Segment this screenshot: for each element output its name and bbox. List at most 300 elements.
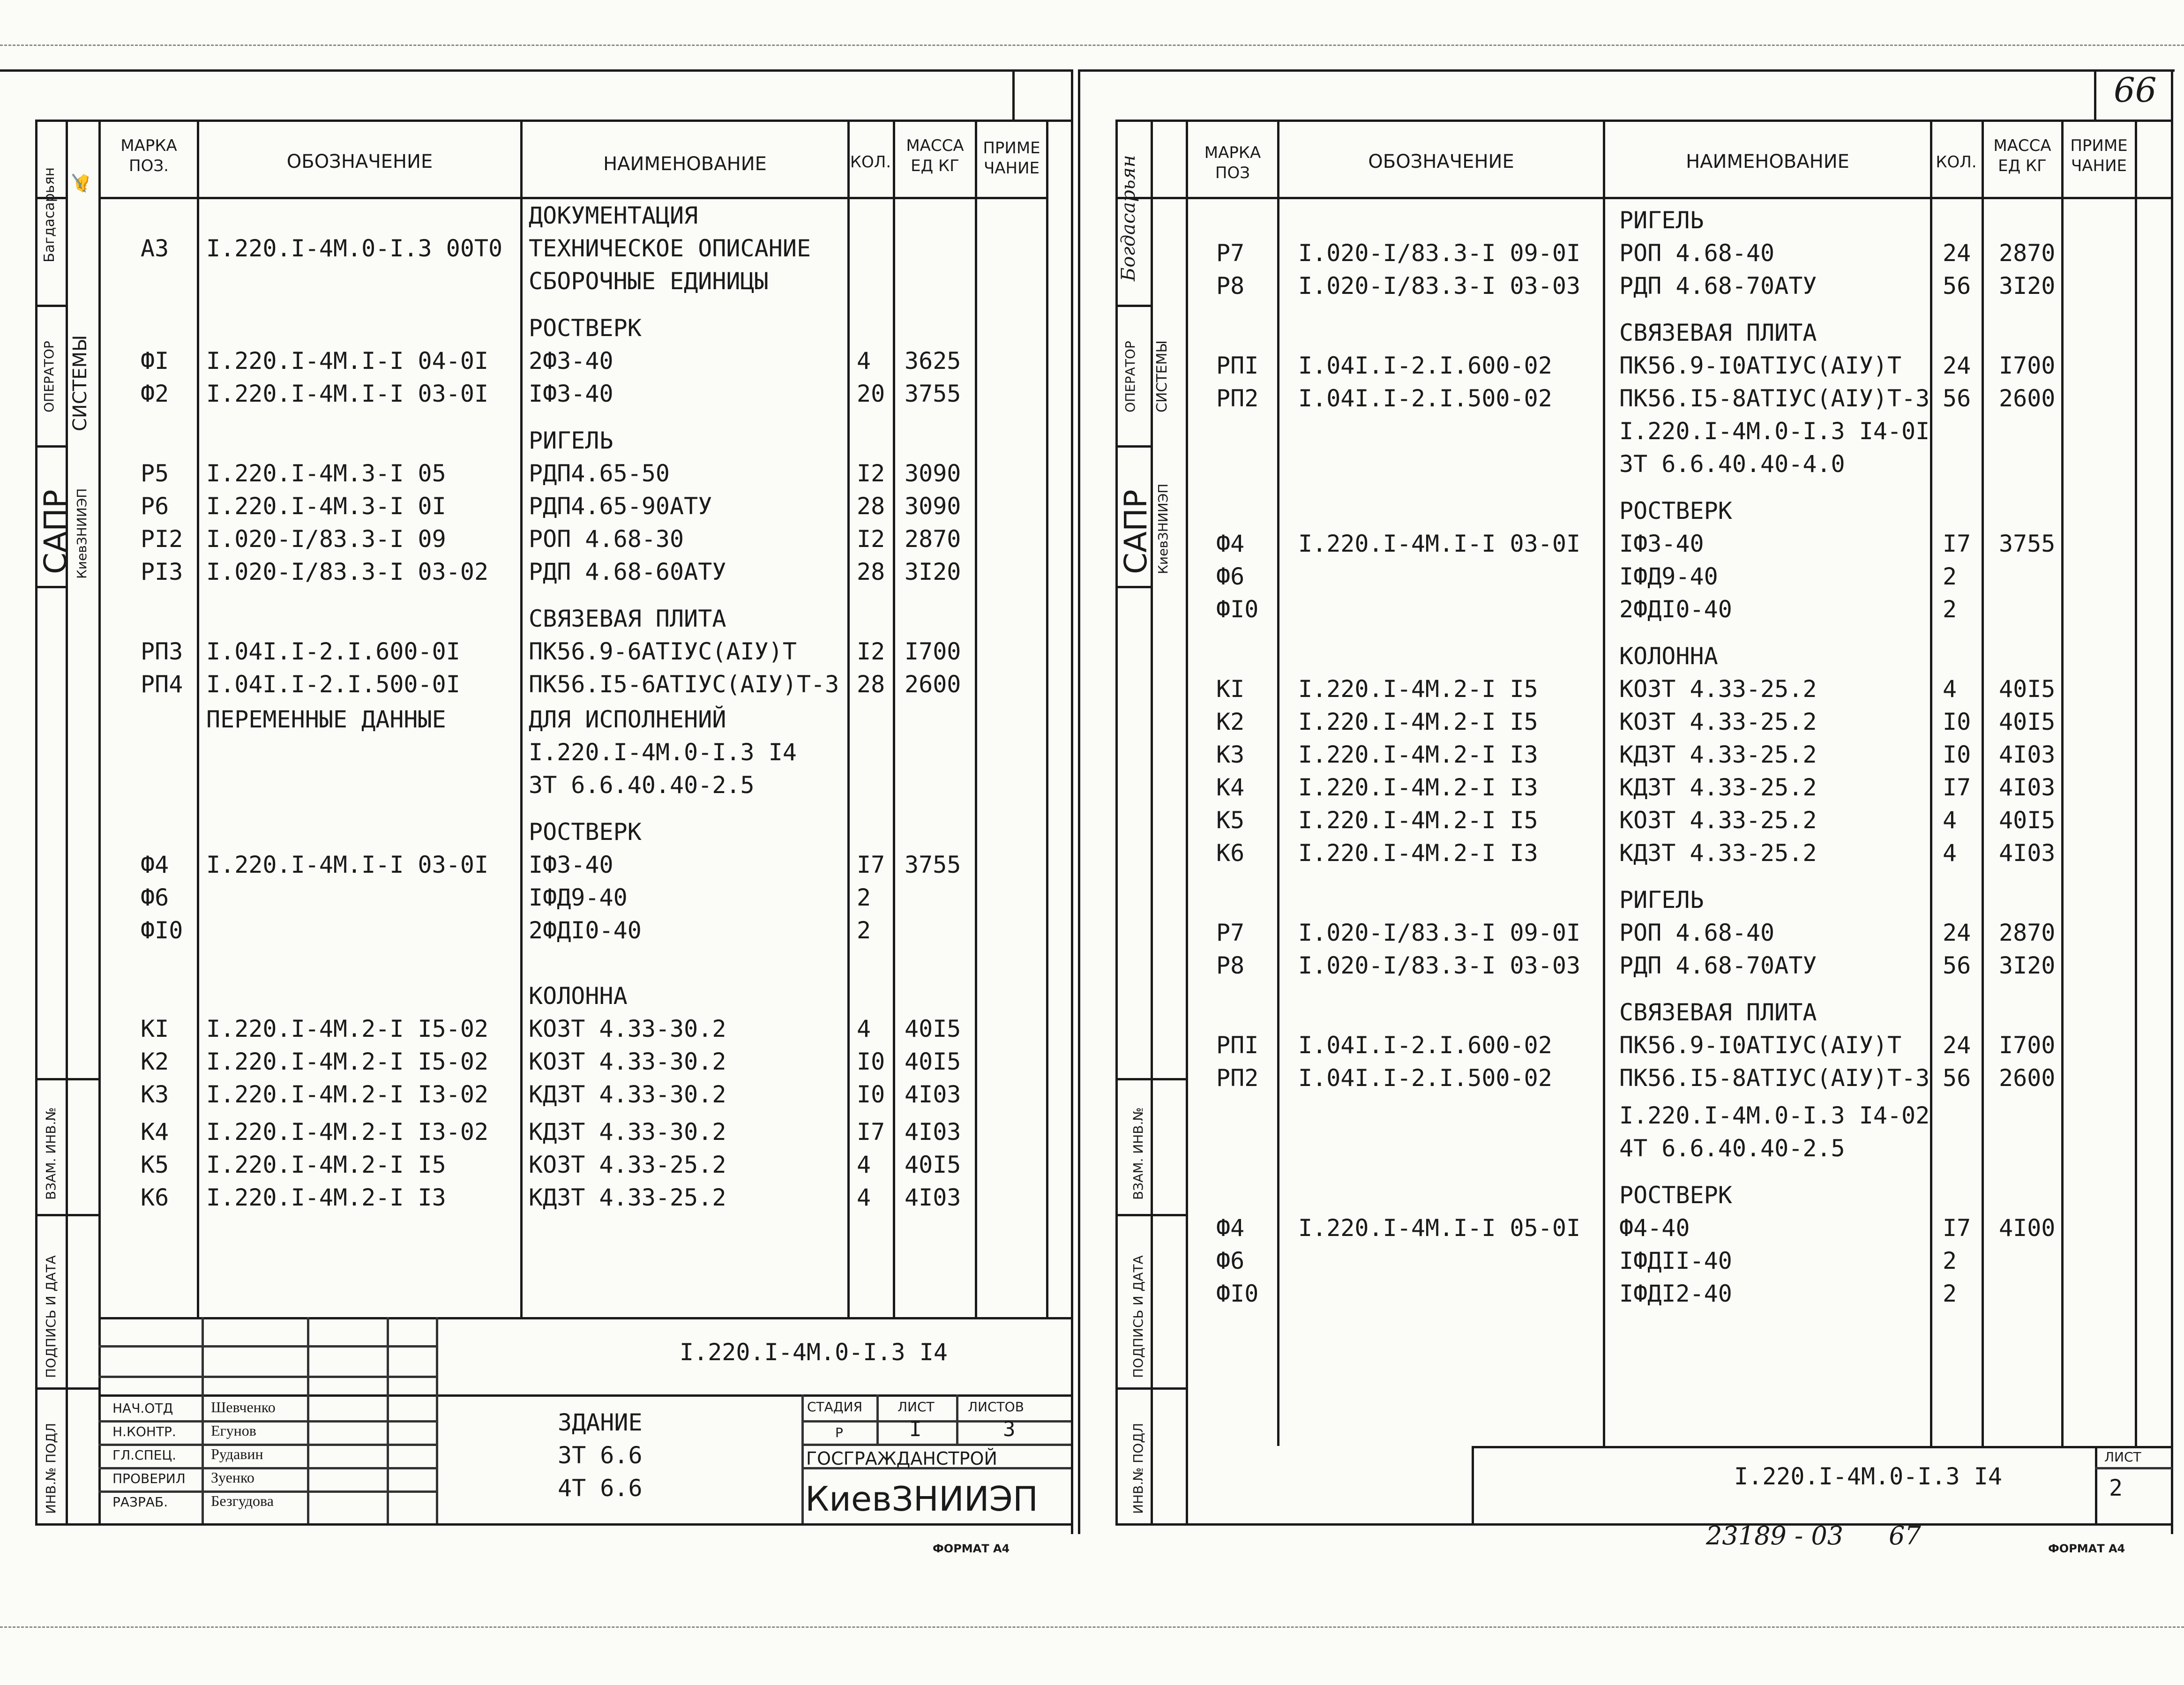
left-col-sep xyxy=(893,120,895,1317)
spec-cell-oboz: I.020-I/83.3-I 09 xyxy=(206,525,446,553)
strip-divider xyxy=(1115,1214,1186,1216)
spec-cell-naim: КОЗТ 4.33-25.2 xyxy=(1619,708,1817,735)
spec-cell-massa: I700 xyxy=(1999,352,2056,379)
right-header-top xyxy=(1115,120,2172,122)
spec-cell-kol: 4 xyxy=(857,1015,871,1042)
spec-cell-naim: КОЗТ 4.33-30.2 xyxy=(529,1048,726,1075)
spec-cell-naim: ПК56.9-6АТIУС(АIУ)Т xyxy=(529,638,797,665)
spec-cell-kol: I0 xyxy=(857,1048,885,1075)
strip-divider xyxy=(1115,445,1151,448)
right-archive-page: 67 xyxy=(1889,1521,1921,1550)
spec-cell-naim: IФ3-40 xyxy=(529,851,613,878)
spec-cell-massa: 3I20 xyxy=(1999,952,2056,979)
spec-cell-kol: 56 xyxy=(1943,1064,1971,1092)
spec-cell-oboz: I.220.I-4M.2-I I3 xyxy=(206,1184,446,1211)
tb-grid xyxy=(876,1394,879,1444)
spec-cell-marka: Р6 xyxy=(141,493,169,520)
left-tb-z2: 4Т 6.6 xyxy=(558,1475,643,1502)
spec-cell-naim: 2ФДI0-40 xyxy=(529,917,642,944)
right-footer-doc: I.220.I-4M.0-I.3 I4 xyxy=(1734,1463,2002,1490)
spec-cell-kol: I7 xyxy=(857,851,885,878)
spec-cell-marka: Р7 xyxy=(1216,240,1245,267)
left-side-name: Багдасарьян xyxy=(41,167,58,262)
spec-cell-naim: КДЗТ 4.33-30.2 xyxy=(529,1081,726,1108)
right-header-bottom xyxy=(1115,197,2172,199)
spec-cell-naim: СВЯЗЕВАЯ ПЛИТА xyxy=(529,605,726,632)
spec-cell-naim: СВЯЗЕВАЯ ПЛИТА xyxy=(1619,999,1817,1026)
spec-cell-marka: РПI xyxy=(1216,352,1259,379)
spec-cell-naim: РОП 4.68-30 xyxy=(529,525,684,553)
spec-cell-naim: IФДII-40 xyxy=(1619,1247,1732,1274)
tb-role-name: Зуенко xyxy=(211,1469,254,1486)
left-tb-listov: 3 xyxy=(1003,1417,1016,1441)
spec-cell-naim: КДЗТ 4.33-25.2 xyxy=(1619,839,1817,867)
left-top-border xyxy=(0,69,1073,72)
spec-cell-naim: 4Т 6.6.40.40-2.5 xyxy=(1619,1135,1845,1162)
spec-cell-naim: РОСТВЕРК xyxy=(529,818,642,846)
tb-grid xyxy=(2095,1467,2172,1469)
left-hdr-kol: КОЛ. xyxy=(850,153,891,172)
spec-cell-marka: К6 xyxy=(141,1184,169,1211)
right-side-org: КиевЗНИИЭП xyxy=(1155,483,1171,574)
left-col-sep xyxy=(197,120,199,1317)
spec-cell-massa: 4I03 xyxy=(905,1184,961,1211)
spec-cell-massa: I700 xyxy=(905,638,961,665)
spec-cell-kol: I0 xyxy=(1943,741,1971,768)
left-tb-top xyxy=(98,1317,1071,1319)
spec-cell-marka: К6 xyxy=(1216,839,1245,867)
spec-cell-massa: 4I03 xyxy=(1999,741,2056,768)
spec-cell-marka: ФI0 xyxy=(141,917,183,944)
left-right-border xyxy=(1071,69,1073,1534)
right-table-border xyxy=(1186,120,1188,1526)
spec-cell-naim: КДЗТ 4.33-30.2 xyxy=(529,1118,726,1146)
spec-cell-naim: РОСТВЕРК xyxy=(1619,497,1732,524)
spec-cell-marka: К3 xyxy=(141,1081,169,1108)
left-col-sep xyxy=(1046,120,1048,1317)
tb-role-name: Безгудова xyxy=(211,1492,274,1509)
spec-cell-oboz: I.220.I-4M.2-I I3 xyxy=(1298,774,1538,801)
left-tb-org2: КиевЗНИИЭП xyxy=(805,1479,1039,1519)
right-stamp-inv: ИНВ.№ ПОДЛ xyxy=(1130,1423,1146,1514)
spec-cell-kol: 4 xyxy=(857,1184,871,1211)
strip-divider xyxy=(1115,1078,1186,1080)
spec-cell-kol: 20 xyxy=(857,380,885,407)
spec-cell-naim: СВЯЗЕВАЯ ПЛИТА xyxy=(1619,319,1817,346)
left-stamp-podpis: ПОДПИСЬ И ДАТА xyxy=(43,1255,59,1378)
left-tb-zdanie: ЗДАНИЕ xyxy=(558,1409,643,1436)
spec-cell-naim: РДП 4.68-70АТУ xyxy=(1619,952,1817,979)
spec-cell-naim: ПК56.I5-6АТIУС(АIУ)Т-3 xyxy=(529,671,839,698)
spec-cell-kol: I0 xyxy=(857,1081,885,1108)
strip-divider xyxy=(35,1078,98,1080)
right-side-system: СИСТЕМЫ xyxy=(1154,340,1170,412)
spec-cell-oboz: I.220.I-4M.2-I I3-02 xyxy=(206,1081,489,1108)
right-footer-list-sep xyxy=(2095,1446,2097,1526)
spec-cell-naim: РОСТВЕРК xyxy=(529,315,642,342)
right-page-box xyxy=(2094,69,2096,121)
left-side-signature: ✍ xyxy=(68,171,91,195)
right-col-sep xyxy=(2061,120,2064,1446)
spec-cell-naim: IФД9-40 xyxy=(529,884,628,911)
spec-cell-massa: 40I5 xyxy=(1999,807,2056,834)
spec-cell-naim: КОЗТ 4.33-25.2 xyxy=(1619,807,1817,834)
tb-grid xyxy=(801,1444,1071,1446)
scan-edge-top xyxy=(0,45,2184,46)
tb-grid xyxy=(956,1394,958,1444)
spec-cell-marka: Р8 xyxy=(1216,952,1245,979)
right-footer-left xyxy=(1472,1446,1474,1526)
tb-role-name: Шевченко xyxy=(211,1399,276,1415)
spec-cell-naim: IФД9-40 xyxy=(1619,563,1718,590)
spec-cell-naim: I.220.I-4M.0-I.3 I4-02 xyxy=(1619,1102,1930,1129)
tb-grid xyxy=(98,1394,1071,1397)
right-right-border xyxy=(2171,69,2173,1534)
spec-cell-oboz: I.220.I-4M.I-I 03-0I xyxy=(206,851,489,878)
spec-cell-naim: I.220.I-4M.0-I.3 I4-0I xyxy=(1619,418,1930,445)
left-tb-list: I xyxy=(909,1417,922,1441)
spec-cell-oboz: I.220.I-4M.3-I 0I xyxy=(206,493,446,520)
tb-role-name: Егунов xyxy=(211,1422,256,1439)
right-strip-inner xyxy=(1151,120,1153,1526)
spec-cell-marka: К3 xyxy=(1216,741,1245,768)
left-col-sep xyxy=(520,120,523,1317)
spec-cell-kol: 24 xyxy=(1943,240,1971,267)
spec-cell-oboz: I.04I.I-2.I.600-02 xyxy=(1298,352,1552,379)
tb-grid xyxy=(436,1317,438,1523)
spec-cell-naim: КОЗТ 4.33-25.2 xyxy=(529,1151,726,1178)
left-tb-listov-lbl: ЛИСТОВ xyxy=(968,1399,1024,1415)
spec-cell-oboz: I.220.I-4M.I-I 04-0I xyxy=(206,347,489,374)
spec-cell-naim: IФ3-40 xyxy=(529,380,613,407)
spec-cell-oboz: I.220.I-4M.2-I I3-02 xyxy=(206,1118,489,1146)
spec-cell-massa: 4I00 xyxy=(1999,1214,2056,1242)
spec-cell-marka: К2 xyxy=(141,1048,169,1075)
spec-cell-naim: ПК56.I5-8АТIУС(АIУ)Т-3 xyxy=(1619,385,1930,412)
right-hdr-marka: МАРКА ПОЗ xyxy=(1204,143,1261,182)
left-hdr-oboz: ОБОЗНАЧЕНИЕ xyxy=(286,151,433,172)
spec-cell-massa: 3090 xyxy=(905,460,961,487)
spec-cell-kol: I7 xyxy=(1943,774,1971,801)
left-tb-org1: ГОСГРАЖДАНСТРОЙ xyxy=(806,1448,997,1469)
spec-cell-marka: РП2 xyxy=(1216,1064,1259,1092)
spec-cell-kol: 2 xyxy=(1943,596,1957,623)
spec-cell-naim: КОЛОННА xyxy=(529,982,628,1010)
spec-cell-naim: ПК56.I5-8АТIУС(АIУ)Т-3 xyxy=(1619,1064,1930,1092)
left-tb-z1: 3Т 6.6 xyxy=(558,1442,643,1469)
spec-cell-marka: К5 xyxy=(141,1151,169,1178)
left-strip-inner xyxy=(66,120,68,1526)
spec-cell-oboz: I.220.I-4M.2-I I3 xyxy=(1298,741,1538,768)
tb-grid xyxy=(98,1345,436,1348)
spec-cell-kol: 28 xyxy=(857,493,885,520)
spec-cell-naim: РОП 4.68-40 xyxy=(1619,240,1775,267)
spec-cell-kol: 4 xyxy=(857,347,871,374)
spec-cell-kol: I7 xyxy=(1943,1214,1971,1242)
spec-cell-oboz: I.220.I-4M.I-I 03-0I xyxy=(206,380,489,407)
spec-cell-marka: К4 xyxy=(141,1118,169,1146)
scan-edge-bottom xyxy=(0,1626,2184,1628)
spec-cell-naim: I.220.I-4M.0-I.3 I4 xyxy=(529,739,797,766)
spec-cell-oboz: I.220.I-4M.3-I 05 xyxy=(206,460,446,487)
spec-cell-kol: 28 xyxy=(857,558,885,585)
right-col-sep xyxy=(2135,120,2137,1446)
right-hdr-naim: НАИМЕНОВАНИЕ xyxy=(1686,151,1849,172)
left-hdr-massa: МАССА ЕД КГ xyxy=(906,136,964,175)
spec-cell-kol: 24 xyxy=(1943,352,1971,379)
spec-cell-kol: I0 xyxy=(1943,708,1971,735)
spec-cell-naim: Ф4-40 xyxy=(1619,1214,1690,1242)
right-side-sapr: САПР xyxy=(1118,489,1154,574)
right-col-sep xyxy=(1930,120,1932,1446)
spec-cell-oboz: I.220.I-4M.I-I 03-0I xyxy=(1298,530,1581,557)
right-col-sep xyxy=(1277,120,1279,1446)
spec-cell-kol: 4 xyxy=(857,1151,871,1178)
spec-cell-naim: КОЗТ 4.33-25.2 xyxy=(1619,675,1817,703)
spec-cell-oboz: I.220.I-4M.I-I 05-0I xyxy=(1298,1214,1581,1242)
tb-grid xyxy=(801,1394,804,1523)
spec-cell-naim: ПК56.9-I0АТIУС(АIУ)Т xyxy=(1619,352,1902,379)
right-footer-top xyxy=(1472,1446,2172,1448)
spec-cell-massa: 4I03 xyxy=(1999,774,2056,801)
spec-cell-oboz: I.020-I/83.3-I 03-03 xyxy=(1298,272,1581,300)
spec-cell-oboz: I.04I.I-2.I.600-0I xyxy=(206,638,460,665)
spec-cell-naim: ПК56.9-I0АТIУС(АIУ)Т xyxy=(1619,1032,1902,1059)
spec-cell-massa: 4I03 xyxy=(905,1081,961,1108)
spec-cell-kol: 24 xyxy=(1943,1032,1971,1059)
tb-role-name: Рудавин xyxy=(211,1445,263,1462)
spec-cell-naim: IФ3-40 xyxy=(1619,530,1704,557)
right-strip-outer xyxy=(1115,120,1118,1526)
spec-cell-naim: 3Т 6.6.40.40-4.0 xyxy=(1619,450,1845,478)
spec-cell-kol: I7 xyxy=(857,1118,885,1146)
strip-divider xyxy=(35,445,68,448)
spec-cell-marka: ФI0 xyxy=(1216,596,1259,623)
tb-role-label: Н.КОНТР. xyxy=(112,1424,176,1439)
tb-grid xyxy=(307,1317,309,1523)
spec-cell-oboz: I.220.I-4M.2-I I5 xyxy=(1298,708,1538,735)
spec-cell-massa: 3I20 xyxy=(1999,272,2056,300)
spec-cell-naim: КДЗТ 4.33-25.2 xyxy=(1619,774,1817,801)
strip-divider xyxy=(1115,305,1151,307)
spec-cell-massa: 2600 xyxy=(1999,1064,2056,1092)
spec-cell-marka: Ф4 xyxy=(1216,530,1245,557)
left-side-system: СИСТЕМЫ xyxy=(69,335,91,431)
spec-cell-marka: РПI xyxy=(1216,1032,1259,1059)
tb-role-label: РАЗРАБ. xyxy=(112,1494,168,1510)
spec-cell-naim: РДП 4.68-70АТУ xyxy=(1619,272,1817,300)
left-strip-outer xyxy=(35,120,37,1526)
left-hdr-naim: НАИМЕНОВАНИЕ xyxy=(603,153,767,175)
spec-cell-marka: РI3 xyxy=(141,558,183,585)
spec-cell-massa: 3755 xyxy=(905,851,961,878)
spec-cell-oboz: I.020-I/83.3-I 03-03 xyxy=(1298,952,1581,979)
spec-cell-oboz: I.04I.I-2.I.500-02 xyxy=(1298,385,1552,412)
spec-cell-massa: 4I03 xyxy=(1999,839,2056,867)
spec-cell-naim: СБОРОЧНЫЕ ЕДИНИЦЫ xyxy=(529,268,769,295)
right-footer-list: 2 xyxy=(2109,1475,2123,1501)
right-footer-bottom xyxy=(1115,1523,2172,1526)
spec-cell-kol: 4 xyxy=(1943,807,1957,834)
left-table-border xyxy=(98,120,101,1526)
tb-grid xyxy=(98,1444,436,1446)
strip-divider xyxy=(35,1214,98,1216)
spec-cell-kol: 2 xyxy=(857,917,871,944)
spec-cell-massa: 40I5 xyxy=(1999,675,2056,703)
right-format: ФОРМАТ А4 xyxy=(2048,1542,2125,1555)
spec-cell-kol: 2 xyxy=(1943,1247,1957,1274)
spec-cell-kol: I2 xyxy=(857,638,885,665)
left-side-operator: ОПЕРАТОР xyxy=(41,341,57,412)
left-stamp-vzam: ВЗАМ. ИНВ.№ xyxy=(43,1107,59,1200)
left-top-notch xyxy=(1012,69,1015,121)
spec-cell-naim: ДОКУМЕНТАЦИЯ xyxy=(529,202,698,229)
spec-cell-oboz: I.04I.I-2.I.500-02 xyxy=(1298,1064,1552,1092)
spec-cell-marka: РП3 xyxy=(141,638,183,665)
spec-cell-naim: ТЕХНИЧЕСКОЕ ОПИСАНИЕ xyxy=(529,235,811,262)
right-col-sep xyxy=(1982,120,1984,1446)
right-hdr-prime: ПРИМЕ ЧАНИЕ xyxy=(2070,136,2128,175)
spec-cell-marka: РI2 xyxy=(141,525,183,553)
spec-cell-naim: РДП 4.68-60АТУ xyxy=(529,558,726,585)
strip-divider xyxy=(35,1523,98,1526)
spec-cell-massa: 4I03 xyxy=(905,1118,961,1146)
right-hdr-oboz: ОБОЗНАЧЕНИЕ xyxy=(1368,151,1514,172)
strip-divider xyxy=(35,586,68,588)
spec-cell-marka: ФI0 xyxy=(1216,1280,1259,1307)
spec-cell-massa: 3090 xyxy=(905,493,961,520)
spec-cell-kol: 56 xyxy=(1943,952,1971,979)
spec-cell-oboz: I.04I.I-2.I.500-0I xyxy=(206,671,460,698)
left-format: ФОРМАТ А4 xyxy=(933,1542,1010,1555)
spec-cell-marka: Ф4 xyxy=(1216,1214,1245,1242)
spec-cell-oboz: I.020-I/83.3-I 03-02 xyxy=(206,558,489,585)
left-stamp-inv: ИНВ.№ ПОДЛ xyxy=(43,1423,59,1514)
spec-cell-marka: Р8 xyxy=(1216,272,1245,300)
right-stamp-podpis: ПОДПИСЬ И ДАТА xyxy=(1130,1255,1146,1378)
right-archive-no: 23189 - 03 xyxy=(1706,1521,1844,1550)
spec-cell-kol: 2 xyxy=(857,884,871,911)
tb-grid xyxy=(98,1420,436,1423)
strip-divider xyxy=(1115,586,1151,588)
tb-grid xyxy=(801,1420,1071,1423)
right-side-name: Богдасарьян xyxy=(1118,155,1139,281)
spec-cell-massa: 3I20 xyxy=(905,558,961,585)
spec-cell-oboz: I.220.I-4M.2-I I5 xyxy=(206,1151,446,1178)
spec-cell-oboz: I.220.I-4M.2-I I5-02 xyxy=(206,1048,489,1075)
spec-cell-naim: КДЗТ 4.33-25.2 xyxy=(529,1184,726,1211)
left-side-sapr: САПР xyxy=(37,489,74,574)
spec-cell-naim: 3Т 6.6.40.40-2.5 xyxy=(529,771,755,799)
spec-cell-marka: А3 xyxy=(141,235,169,262)
spec-cell-naim: РИГЕЛЬ xyxy=(1619,207,1704,234)
spec-cell-kol: 56 xyxy=(1943,272,1971,300)
spec-cell-kol: I7 xyxy=(1943,530,1971,557)
spec-cell-massa: 40I5 xyxy=(905,1015,961,1042)
spec-cell-marka: Ф6 xyxy=(1216,563,1245,590)
spec-cell-massa: 3625 xyxy=(905,347,961,374)
spec-cell-marka: К2 xyxy=(1216,708,1245,735)
tb-role-label: ПРОВЕРИЛ xyxy=(112,1471,186,1486)
left-tb-doc: I.220.I-4M.0-I.3 I4 xyxy=(680,1339,948,1366)
spec-cell-marka: Ф4 xyxy=(141,851,169,878)
tb-grid xyxy=(98,1467,436,1469)
left-tb-stadia: Р xyxy=(835,1425,843,1440)
tb-grid xyxy=(202,1317,204,1523)
spec-cell-naim: РДП4.65-90АТУ xyxy=(529,493,712,520)
left-side-org: КиевЗНИИЭП xyxy=(74,488,90,579)
spec-cell-marka: Ф6 xyxy=(1216,1247,1245,1274)
strip-divider xyxy=(35,305,68,307)
left-header-top xyxy=(35,120,1071,122)
spec-cell-oboz: I.220.I-4M.0-I.3 00Т0 xyxy=(206,235,503,262)
spec-cell-kol: 28 xyxy=(857,671,885,698)
spec-cell-marka: Ф2 xyxy=(141,380,169,407)
left-hdr-marka: МАРКА ПОЗ. xyxy=(120,136,177,175)
spec-cell-kol: I2 xyxy=(857,525,885,553)
spec-cell-massa: 40I5 xyxy=(905,1151,961,1178)
spec-cell-marka: РП2 xyxy=(1216,385,1259,412)
right-hdr-massa: МАССА ЕД КГ xyxy=(1993,136,2051,175)
spec-cell-oboz: I.220.I-4M.2-I I5 xyxy=(1298,807,1538,834)
spec-cell-massa: 40I5 xyxy=(905,1048,961,1075)
left-tb-bottom xyxy=(98,1523,1071,1526)
spec-cell-massa: 2600 xyxy=(905,671,961,698)
spec-cell-kol: 56 xyxy=(1943,385,1971,412)
spec-cell-marka: КI xyxy=(1216,675,1245,703)
spec-cell-naim: РИГЕЛЬ xyxy=(529,427,613,454)
spec-cell-massa: 2600 xyxy=(1999,385,2056,412)
spec-cell-naim: РОСТВЕРК xyxy=(1619,1182,1732,1209)
spec-cell-marka: Р5 xyxy=(141,460,169,487)
right-page-no: 66 xyxy=(2114,70,2157,110)
left-col-sep xyxy=(847,120,850,1317)
spec-cell-oboz: I.220.I-4M.2-I I5 xyxy=(1298,675,1538,703)
spec-cell-marka: Ф6 xyxy=(141,884,169,911)
right-top-border xyxy=(1078,69,2175,72)
spec-cell-massa: 3755 xyxy=(905,380,961,407)
spec-cell-kol: 2 xyxy=(1943,1280,1957,1307)
tb-role-label: НАЧ.ОТД xyxy=(112,1400,173,1416)
spec-cell-massa: 2870 xyxy=(905,525,961,553)
spec-cell-naim: РДП4.65-50 xyxy=(529,460,670,487)
spec-cell-naim: ДЛЯ ИСПОЛНЕНИЙ xyxy=(529,706,726,733)
right-side-operator: ОПЕРАТОР xyxy=(1122,341,1138,412)
right-left-border xyxy=(1078,69,1080,1534)
left-tb-list-lbl: ЛИСТ xyxy=(898,1399,935,1415)
left-tb-stadia-lbl: СТАДИЯ xyxy=(807,1399,863,1415)
spec-cell-naim: КОЛОННА xyxy=(1619,643,1718,670)
spec-cell-naim: РИГЕЛЬ xyxy=(1619,886,1704,914)
spec-cell-massa: 2870 xyxy=(1999,919,2056,946)
spec-cell-oboz: I.04I.I-2.I.600-02 xyxy=(1298,1032,1552,1059)
spec-cell-oboz: ПЕРЕМЕННЫЕ ДАННЫЕ xyxy=(206,706,446,733)
tb-grid xyxy=(387,1317,389,1523)
left-col-sep xyxy=(975,120,977,1317)
spec-cell-oboz: I.220.I-4M.2-I I3 xyxy=(1298,839,1538,867)
right-col-sep xyxy=(1603,120,1605,1446)
spec-cell-marka: Р7 xyxy=(1216,919,1245,946)
strip-divider xyxy=(1115,1387,1186,1390)
tb-grid xyxy=(98,1376,436,1378)
spec-cell-marka: КI xyxy=(141,1015,169,1042)
spec-cell-marka: ФI xyxy=(141,347,169,374)
spec-cell-kol: 24 xyxy=(1943,919,1971,946)
spec-cell-marka: К4 xyxy=(1216,774,1245,801)
spec-cell-marka: К5 xyxy=(1216,807,1245,834)
spec-cell-oboz: I.020-I/83.3-I 09-0I xyxy=(1298,919,1581,946)
right-hdr-kol: КОЛ. xyxy=(1936,153,1977,172)
